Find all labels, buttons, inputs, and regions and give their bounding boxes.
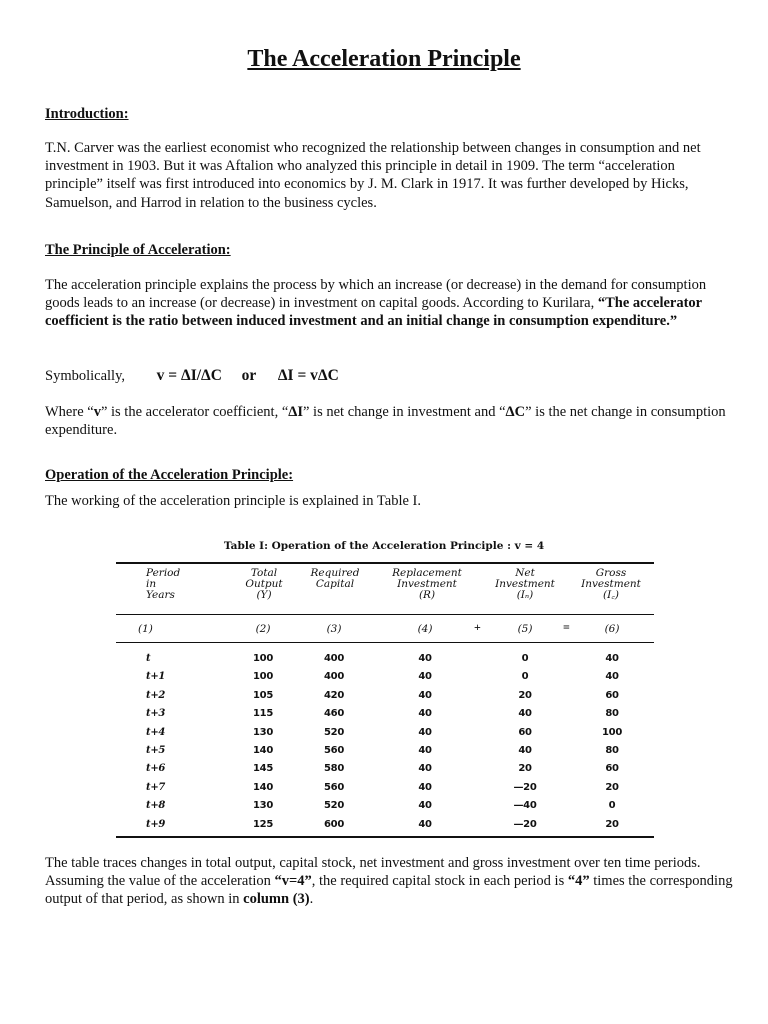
cell-replacement-investment: 40	[418, 671, 432, 683]
cell-required-capital: 400	[324, 653, 344, 664]
principle-text: The acceleration principle explains the process by which an increase (or decrease) in the demand for consumption goods leads to an increase (or decrease) in investment on capital goods. According to Kurilara,	[45, 277, 707, 312]
cell-net-investment: —20	[513, 781, 537, 793]
closing-text-1: The table traces changes in total output, capital stock, net investment and gross investment over ten time periods. Assuming the value of the acceleration	[45, 855, 701, 890]
cell-required-capital: 560	[324, 745, 344, 756]
operation-heading: Operation of the Acceleration Principle:	[45, 467, 294, 483]
formula-accelerator: v = ΔI/ΔC	[156, 367, 222, 384]
where-text-2: ” is the accelerator coefficient, “	[100, 404, 289, 420]
cell-total-output: 140	[253, 781, 273, 793]
cell-period: t	[146, 653, 151, 664]
col-number-2: (2)	[255, 623, 271, 635]
where-text-1: Where “	[45, 404, 94, 420]
cell-net-investment: 40	[518, 745, 532, 756]
closing-four: “4”	[567, 873, 590, 890]
table-top-rule	[116, 562, 654, 564]
cell-replacement-investment: 40	[418, 781, 432, 793]
operator-equals: =	[563, 620, 570, 634]
table-body-rule	[116, 642, 654, 643]
cell-replacement-investment: 40	[418, 763, 432, 775]
cell-net-investment: 20	[518, 763, 532, 775]
cell-gross-investment: 40	[605, 653, 619, 664]
cell-gross-investment: 0	[608, 800, 616, 812]
cell-net-investment: 60	[518, 726, 532, 738]
cell-period: t+1	[146, 671, 166, 683]
principle-heading: The Principle of Acceleration:	[45, 242, 231, 258]
cell-gross-investment: 60	[605, 689, 619, 701]
cell-period: t+2	[146, 689, 166, 701]
closing-text-3: times the corresponding output of that period, as shown in	[45, 873, 733, 908]
cell-gross-investment: 100	[602, 726, 622, 738]
col-number-6: (6)	[604, 623, 620, 635]
where-delta-i: ΔI	[288, 404, 303, 420]
closing-column-3: column (3)	[243, 891, 310, 908]
cell-period: t+5	[146, 745, 166, 756]
table-bottom-rule	[116, 836, 654, 838]
cell-total-output: 140	[253, 745, 273, 756]
operation-text: The working of the acceleration principle is explained in Table I.	[45, 493, 421, 509]
cell-total-output: 100	[253, 671, 273, 683]
principle-paragraph	[45, 276, 735, 331]
cell-gross-investment: 80	[605, 745, 619, 756]
introduction-text: T.N. Carver was the earliest economist who recognized the relationship between changes in consumption and net investment in 1903. But it was Aftalion who analyzed this principle in detail in 1909. The term “acceleration principle” itself was first introduced into economics by J. M. Clark in 1917. It was further developed by Hicks, Samuelson, and Harrod in relation to the business cycles.	[45, 140, 701, 211]
formula-or: or	[241, 367, 257, 384]
cell-required-capital: 580	[324, 763, 344, 775]
cell-period: t+7	[146, 781, 166, 793]
cell-net-investment: 0	[521, 671, 529, 683]
header-replacement-investment: Replacement Investment (R)	[392, 567, 462, 601]
cell-required-capital: 420	[324, 689, 344, 701]
cell-total-output: 130	[253, 726, 273, 738]
formula-investment: ΔI = vΔC	[277, 367, 339, 384]
col-number-1: (1)	[138, 623, 153, 635]
header-required-capital: Required Capital	[310, 567, 360, 590]
table-caption: Table I: Operation of the Acceleration Principle : v = 4	[223, 540, 545, 552]
cell-required-capital: 520	[324, 800, 344, 812]
cell-period: t+3	[146, 708, 166, 720]
cell-gross-investment: 40	[605, 671, 619, 683]
closing-v4: “v=4”	[274, 873, 312, 890]
col-number-4: (4)	[417, 623, 433, 635]
header-period: Period in Years	[146, 567, 181, 601]
symbolic-line	[45, 367, 339, 385]
cell-period: t+4	[146, 726, 166, 738]
cell-total-output: 130	[253, 800, 273, 812]
where-v: v	[93, 404, 101, 420]
cell-total-output: 115	[253, 708, 273, 720]
cell-gross-investment: 60	[605, 763, 619, 775]
cell-replacement-investment: 40	[418, 800, 432, 812]
closing-text-4: .	[309, 891, 314, 908]
cell-gross-investment: 80	[605, 708, 619, 720]
operation-paragraph	[45, 492, 735, 510]
cell-replacement-investment: 40	[418, 689, 432, 701]
table-header-rule	[116, 614, 654, 615]
page-title: The Acceleration Principle	[247, 46, 521, 72]
cell-period: t+9	[146, 818, 166, 830]
cell-total-output: 145	[253, 763, 273, 775]
header-total-output: Total Output (Y)	[245, 567, 283, 601]
cell-gross-investment: 20	[605, 781, 619, 793]
cell-period: t+6	[146, 763, 166, 775]
operator-plus: +	[474, 620, 481, 634]
cell-net-investment: 40	[518, 708, 532, 720]
cell-replacement-investment: 40	[418, 726, 432, 738]
symbolic-label: Symbolically,	[45, 368, 126, 384]
cell-replacement-investment: 40	[418, 745, 432, 756]
cell-required-capital: 600	[324, 818, 344, 830]
cell-total-output: 125	[253, 818, 273, 830]
cell-net-investment: 20	[518, 689, 532, 701]
principle-quote: “The accelerator coefficient is the ratio between induced investment and an initial change in consumption expenditure.”	[45, 295, 702, 330]
introduction-heading: Introduction:	[45, 106, 129, 122]
cell-net-investment: —40	[513, 800, 537, 812]
cell-required-capital: 460	[324, 708, 344, 720]
cell-net-investment: —20	[513, 818, 537, 830]
closing-text-2: , the required capital stock in each period is	[311, 873, 568, 890]
introduction-paragraph	[45, 139, 735, 212]
cell-period: t+8	[146, 800, 166, 812]
cell-total-output: 100	[253, 653, 273, 664]
col-number-5: (5)	[517, 623, 533, 635]
where-text-4: ” is the net change in consumption expenditure.	[45, 404, 726, 439]
cell-net-investment: 0	[521, 653, 529, 664]
cell-required-capital: 520	[324, 726, 344, 738]
cell-required-capital: 560	[324, 781, 344, 793]
cell-replacement-investment: 40	[418, 653, 432, 664]
cell-required-capital: 400	[324, 671, 344, 683]
cell-replacement-investment: 40	[418, 818, 432, 830]
cell-gross-investment: 20	[605, 818, 619, 830]
col-number-3: (3)	[326, 623, 342, 635]
header-gross-investment: Gross Investment (I꜀)	[581, 567, 641, 601]
where-text-3: ” is net change in investment and “	[303, 404, 506, 420]
cell-total-output: 105	[253, 689, 273, 701]
cell-replacement-investment: 40	[418, 708, 432, 720]
where-paragraph	[45, 403, 735, 439]
header-net-investment: Net Investment (Iₙ)	[495, 567, 555, 601]
closing-paragraph	[45, 854, 735, 909]
where-delta-c: ΔC	[505, 404, 526, 420]
